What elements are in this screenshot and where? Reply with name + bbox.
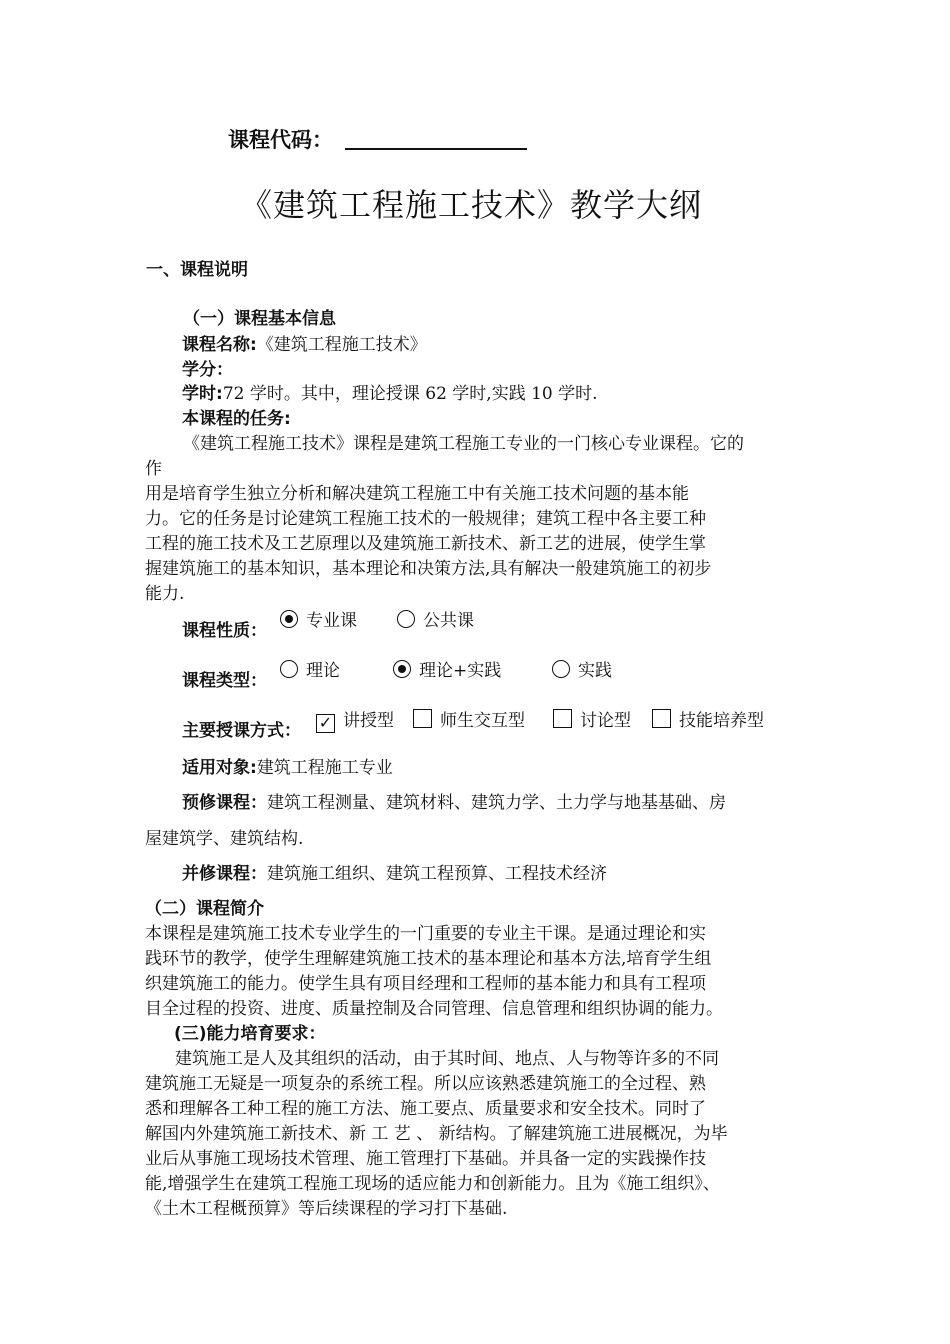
- task-text-line: 用是培育学生独立分析和解决建筑工程施工中有关施工技术问题的基本能: [145, 484, 689, 504]
- radio-unselected-icon[interactable]: [552, 660, 570, 678]
- mode-option-label: 师生交互型: [440, 711, 525, 731]
- intro-text-line: 践环节的教学，使学生理解建筑施工技术的基本理论和基本方法,培育学生组: [145, 949, 712, 969]
- checkbox-checked-icon[interactable]: ✓: [316, 714, 335, 733]
- radio-selected-icon[interactable]: [280, 610, 298, 628]
- document-title: 《建筑工程施工技术》教学大纲: [240, 186, 703, 224]
- ability-heading: (三)能力培育要求：: [174, 1024, 326, 1044]
- intro-text-line: 目全过程的投资、进度、质量控制及合同管理、信息管理和组织协调的能力。: [145, 999, 723, 1019]
- task-text-line: 作: [145, 459, 162, 479]
- prerequisite-value-cont: 屋建筑学、建筑结构.: [145, 829, 304, 849]
- concurrent-label: 并修课程：: [182, 864, 267, 884]
- task-label: 本课程的任务:: [182, 409, 291, 429]
- mode-option-interactive[interactable]: [413, 706, 525, 731]
- task-text-line: 力。它的任务是讨论建筑工程施工技术的一般规律；建筑工程中各主要工种: [145, 509, 706, 529]
- ability-text-line: 能,增强学生在建筑工程施工现场的适应能力和创新能力。且为《施工组织》、: [145, 1174, 720, 1194]
- course-name-row: [182, 330, 427, 355]
- mode-option-lecture[interactable]: [316, 706, 394, 733]
- course-name-value: 《建筑工程施工技术》: [256, 335, 427, 355]
- task-text-line: 《建筑工程施工技术》课程是建筑工程施工专业的一门核心专业课程。它的: [183, 434, 744, 454]
- task-text-line: 能力.: [145, 584, 185, 604]
- mode-option-label: 讲授型: [343, 711, 394, 731]
- intro-text-line: 织建筑施工的能力。使学生具有项目经理和工程师的基本能力和具有工程项: [145, 974, 706, 994]
- type-option-label: 理论: [306, 661, 340, 681]
- prerequisite-row: [182, 788, 726, 813]
- ability-text-line: 解国内外建筑施工新技术、新 工 艺 、 新结构。了解建筑施工进展概况，为毕: [145, 1124, 728, 1144]
- intro-heading: （二）课程简介: [145, 899, 264, 919]
- target-row: [182, 753, 393, 778]
- prerequisite-value: 建筑工程测量、建筑材料、建筑力学、土力学与地基基础、房: [267, 793, 726, 813]
- ability-text-line: 建筑施工无疑是一项复杂的系统工程。所以应该熟悉建筑施工的全过程、熟: [145, 1074, 706, 1094]
- course-type-label: 课程类型：: [182, 671, 267, 691]
- course-code-label: 课程代码：: [228, 128, 333, 152]
- target-label: 适用对象:: [182, 758, 257, 778]
- mode-option-label: 讨论型: [580, 711, 631, 731]
- nature-option-label: 公共课: [423, 611, 474, 631]
- mode-option-skills[interactable]: [652, 706, 764, 731]
- nature-option-professional[interactable]: [280, 606, 357, 631]
- mode-option-label: 技能培养型: [679, 711, 764, 731]
- hours-row: [182, 379, 598, 404]
- checkbox-unchecked-icon[interactable]: [553, 709, 572, 728]
- concurrent-row: [182, 859, 607, 884]
- checkbox-unchecked-icon[interactable]: [413, 709, 432, 728]
- concurrent-value: 建筑施工组织、建筑工程预算、工程技术经济: [267, 864, 607, 884]
- ability-text-line: 《土木工程概预算》等后续课程的学习打下基础.: [145, 1199, 508, 1219]
- ability-text-line: 业后从事施工现场技术管理、施工管理打下基础。并具备一定的实践操作技: [145, 1149, 706, 1169]
- target-value: 建筑工程施工专业: [256, 758, 393, 778]
- section-heading: 一、课程说明: [146, 260, 248, 280]
- radio-unselected-icon[interactable]: [280, 660, 298, 678]
- credit-label: 学分：: [182, 360, 233, 380]
- type-option-theory-practice[interactable]: [393, 656, 501, 681]
- type-option-label: 理论+实践: [419, 661, 502, 681]
- type-option-label: 实践: [578, 661, 612, 681]
- ability-text-line: 悉和理解各工种工程的施工方法、施工要点、质量要求和安全技术。同时了: [145, 1099, 706, 1119]
- nature-option-label: 专业课: [306, 611, 357, 631]
- teaching-mode-label: 主要授课方式：: [182, 721, 301, 741]
- radio-selected-icon[interactable]: [393, 660, 411, 678]
- course-code-blank-line: [345, 148, 527, 150]
- radio-unselected-icon[interactable]: [397, 610, 415, 628]
- course-name-label: 课程名称:: [182, 335, 257, 355]
- hours-value: 72 学时。其中，理论授课 62 学时,实践 10 学时.: [222, 384, 598, 404]
- course-nature-label: 课程性质：: [182, 621, 267, 641]
- ability-text-line: 建筑施工是人及其组织的活动，由于其时间、地点、人与物等许多的不同: [175, 1049, 719, 1069]
- intro-text-line: 本课程是建筑施工技术专业学生的一门重要的专业主干课。是通过理论和实: [145, 924, 706, 944]
- task-text-line: 工程的施工技术及工艺原理以及建筑施工新技术、新工艺的进展，使学生掌: [145, 534, 706, 554]
- type-option-theory[interactable]: [280, 656, 340, 681]
- prerequisite-label: 预修课程：: [182, 793, 267, 813]
- type-option-practice[interactable]: [552, 656, 612, 681]
- task-text-line: 握建筑施工的基本知识，基本理论和决策方法,具有解决一般建筑施工的初步: [145, 559, 712, 579]
- mode-option-discussion[interactable]: [553, 706, 631, 731]
- basic-info-heading: （一）课程基本信息: [183, 309, 336, 329]
- nature-option-public[interactable]: [397, 606, 474, 631]
- checkbox-unchecked-icon[interactable]: [652, 709, 671, 728]
- hours-label: 学时:: [182, 384, 223, 404]
